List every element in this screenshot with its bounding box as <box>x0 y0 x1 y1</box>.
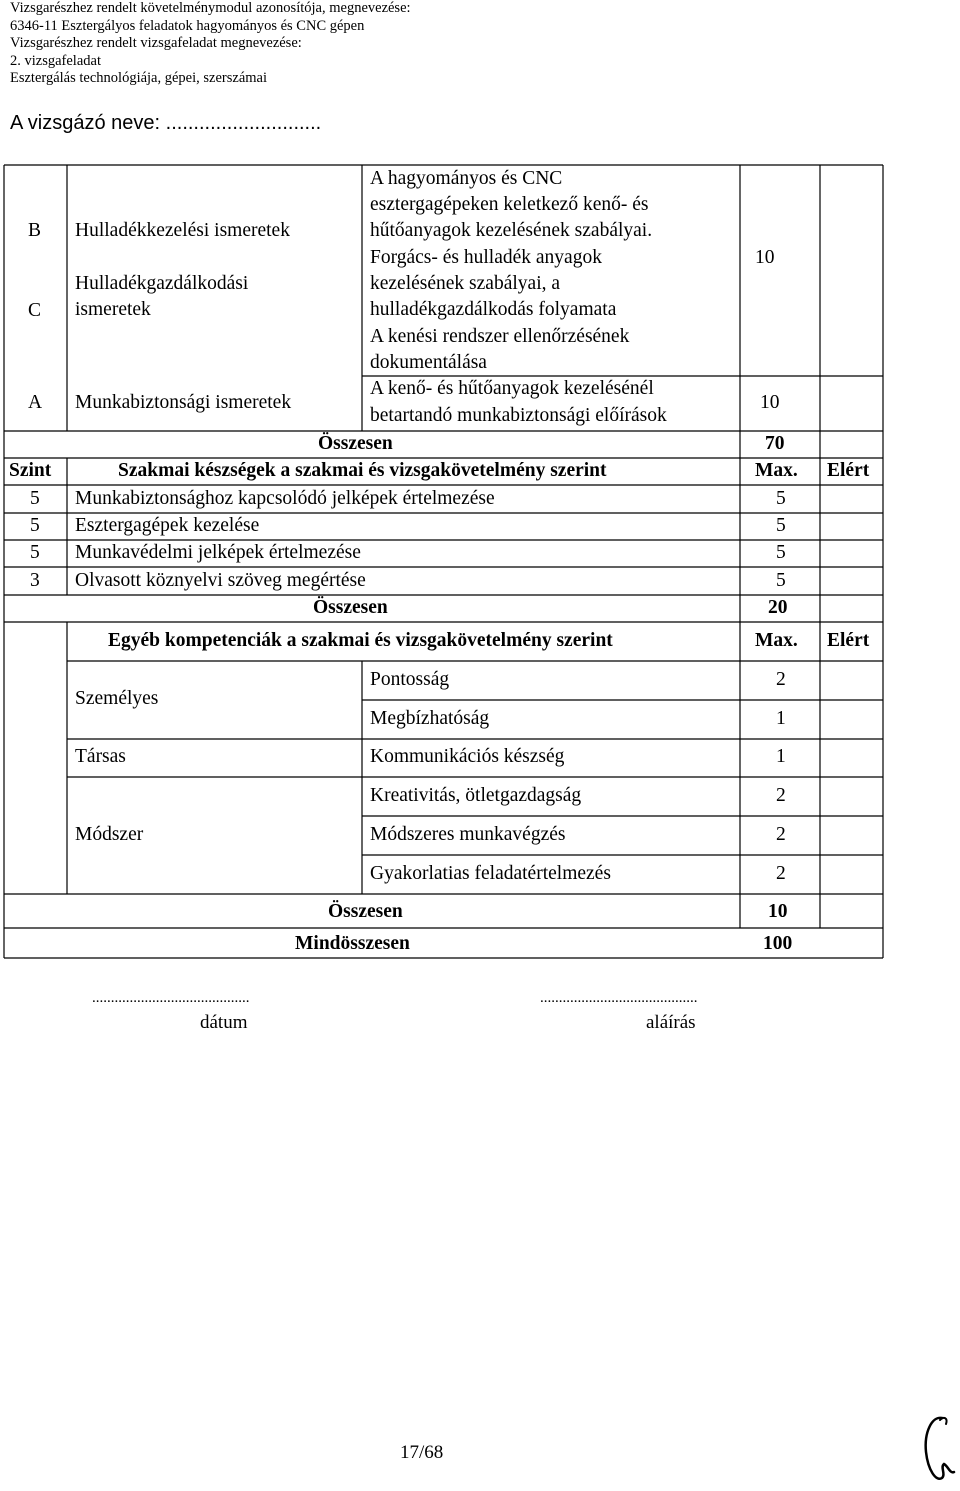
header-line: 2. vizsgafeladat <box>10 52 101 69</box>
section1-total-label: Összesen <box>318 433 393 454</box>
max-score-2: 10 <box>760 392 780 413</box>
desc1-line: kezelésének szabályai, a <box>370 273 561 294</box>
skill-text: Munkavédelmi jelképek értelmezése <box>75 542 361 563</box>
level-c: C <box>28 300 42 321</box>
section2-total-label: Összesen <box>313 597 388 618</box>
skill-level: 5 <box>30 515 40 536</box>
section3-title: Egyéb kompetenciák a szakmai és vizsgakövetelmény szerint <box>108 630 613 651</box>
competence-max: 2 <box>776 824 786 845</box>
desc1-line: A kenési rendszer ellenőrzésének <box>370 326 630 347</box>
col-level-header: Szint <box>9 460 52 481</box>
skill-text: Munkabiztonsághoz kapcsolódó jelképek értelmezése <box>75 488 495 509</box>
skill-level: 5 <box>30 542 40 563</box>
desc1-line: hulladékgazdálkodás folyamata <box>370 299 617 320</box>
topic-waste-management-line2: ismeretek <box>75 299 151 320</box>
competence-item: Kommunikációs készség <box>370 746 565 767</box>
header-line: Vizsgarészhez rendelt követelménymodul azonosítója, megnevezése: <box>10 0 411 16</box>
section3-total-label: Összesen <box>328 901 403 922</box>
header-line: Vizsgarészhez rendelt vizsgafeladat megnevezése: <box>10 35 302 52</box>
header-line: 6346-11 Esztergályos feladatok hagyományos és CNC gépen <box>10 17 365 34</box>
competence-max: 2 <box>776 785 786 806</box>
skill-text: Esztergagépek kezelése <box>75 515 260 536</box>
desc1-line: hűtőanyagok kezelésének szabályai. <box>370 220 653 241</box>
section2-total-value: 20 <box>768 597 788 618</box>
grand-total-label: Mindösszesen <box>295 933 410 954</box>
competence-max: 1 <box>776 708 786 729</box>
level-a: A <box>28 392 43 413</box>
candidate-name-field: A vizsgázó neve: ............................ <box>10 112 322 134</box>
skill-max: 5 <box>776 488 786 509</box>
competence-group-social: Társas <box>75 746 126 767</box>
section1-total-value: 70 <box>765 433 785 454</box>
signature-dots: .......................................... <box>540 990 698 1006</box>
grand-total-value: 100 <box>763 933 793 954</box>
col-max-header: Max. <box>755 630 798 651</box>
col-max-header: Max. <box>755 460 798 481</box>
desc2-line: betartandó munkabiztonsági előírások <box>370 405 667 426</box>
date-dots: .......................................... <box>92 990 250 1006</box>
max-score-1: 10 <box>755 247 775 268</box>
competence-max: 2 <box>776 669 786 690</box>
desc1-line: dokumentálása <box>370 352 487 373</box>
desc1-line: A hagyományos és CNC <box>370 168 563 189</box>
section2-title: Szakmai készségek a szakmai és vizsgakövetelmény szerint <box>118 460 607 481</box>
skill-level: 5 <box>30 488 40 509</box>
skill-max: 5 <box>776 542 786 563</box>
competence-item: Gyakorlatias feladatértelmezés <box>370 863 611 884</box>
topic-waste-management-line1: Hulladékgazdálkodási <box>75 273 249 294</box>
level-b: B <box>28 220 42 241</box>
skill-max: 5 <box>776 515 786 536</box>
header-line: Esztergálás technológiája, gépei, szerszámai <box>10 70 267 87</box>
competence-max: 1 <box>776 746 786 767</box>
competence-item: Kreativitás, ötletgazdagság <box>370 785 582 806</box>
competence-group-personal: Személyes <box>75 688 159 709</box>
topic-waste-handling: Hulladékkezelési ismeretek <box>75 220 290 241</box>
date-label: dátum <box>200 1012 248 1033</box>
competence-item: Pontosság <box>370 669 450 690</box>
desc2-line: A kenő- és hűtőanyagok kezelésénél <box>370 378 654 399</box>
skill-level: 3 <box>30 570 40 591</box>
topic-safety: Munkabiztonsági ismeretek <box>75 392 292 413</box>
competence-item: Megbízhatóság <box>370 708 490 729</box>
skill-max: 5 <box>776 570 786 591</box>
signature-label: aláírás <box>646 1012 696 1033</box>
competence-max: 2 <box>776 863 786 884</box>
competence-item: Módszeres munkavégzés <box>370 824 566 845</box>
col-achieved-header: Elért <box>827 630 870 651</box>
skill-text: Olvasott köznyelvi szöveg megértése <box>75 570 366 591</box>
desc1-line: esztergagépeken keletkező kenő- és <box>370 194 649 215</box>
signature-mark <box>918 1412 958 1487</box>
col-achieved-header: Elért <box>827 460 870 481</box>
page-number: 17/68 <box>400 1442 444 1463</box>
desc1-line: Forgács- és hulladék anyagok <box>370 247 602 268</box>
competence-group-method: Módszer <box>75 824 144 845</box>
section3-total-value: 10 <box>768 901 788 922</box>
